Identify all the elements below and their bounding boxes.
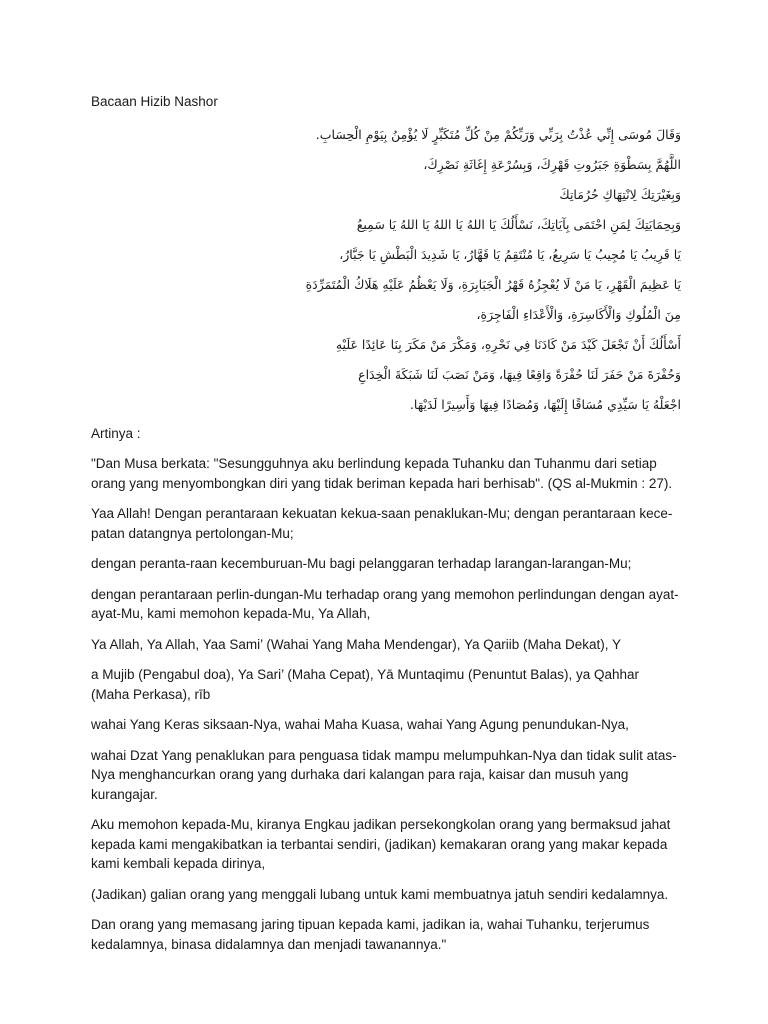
document-page [91,92,681,965]
translation-paragraph: (Jadikan) galian orang yang menggali lubang untuk kami membuatnya jatuh sendiri kedalamnya. [91,886,669,902]
translation-paragraph: Yaa Allah! Dengan perantaraan kekuatan kekua-saan penaklukan-Mu; dengan perantaraan kece-patan datangnya pertolongan-Mu; [91,506,673,541]
translation-paragraph: "Dan Musa berkata: "Sesungguhnya aku berlindung kepada Tuhanku dan Tuhanmu dari setiap orang yang menyombongkan diri yang tidak beriman kepada hari berhisab". (QS al-Mukmin : 27). [91,456,673,491]
arabic-line: وَحُفْرَةَ مَنْ حَفَرَ لَنَا حُفْرَةً وَاقِعًا فِيهَا، وَمَنْ نَصَبَ لَنَا شَبَكَةَ الْخِدَاعِ [358,367,681,382]
translation-paragraph: Dan orang yang memasang jaring tipuan kepada kami, jadikan ia, wahai Tuhanku, terjerumus kedalamnya, binasa didalamnya dan menjadi tawanannya." [91,917,650,952]
arabic-line: يَا عَظِيمَ الْقَهْرِ، يَا مَنْ لَا يُعْجِزُهُ قَهْرُ الْجَبَابِرَةِ، وَلَا يَعْظُمُ عَلَيْهِ هَلَاكُ الْمُتَمَرِّدَةِ [305,277,681,292]
arabic-line: أَسْأَلُكَ أَنْ تَجْعَلَ كَيْدَ مَنْ كَادَنَا فِي نَحْرِهِ، وَمَكْرَ مَنْ مَكَرَ بِنَا عَائِدًا عَلَيْهِ [335,337,681,352]
translation-paragraph: wahai Yang Keras siksaan-Nya, wahai Maha Kuasa, wahai Yang Agung penundukan-Nya, [91,717,629,732]
arabic-prayer-text [91,120,681,420]
arabic-line: اللَّهُمَّ بِسَطْوَةِ جَبَرُوتِ قَهْرِكَ، وَبِسُرْعَةِ إِغَاثَةِ نَصْرِكَ، [423,157,681,172]
arabic-line: وَقَالَ مُوسَى إِنِّي عُذْتُ بِرَبِّي وَرَبِّكُمْ مِنْ كُلِّ مُتَكَبِّرٍ لَا يُؤْمِنُ بِيَوْمِ الْحِسَابِ. [315,127,681,142]
arabic-line: وَبِغَيْرَتِكَ لِانْتِهَاكِ حُرُمَاتِكَ [559,187,681,202]
translation-paragraph: wahai Dzat Yang penaklukan para penguasa tidak mampu melumpuhkan-Nya dan tidak sulit atas-Nya menghancurkan orang yang durhaka dari kalangan para raja, kaisar dan musuh yang kurangajar. [91,747,677,802]
translation-paragraph: Aku memohon kepada-Mu, kiranya Engkau jadikan persekongkolan orang yang bermaksud jahat kepada kami mengakibatkan ia terbantai sendiri, (jadikan) kemakaran orang yang makar kepada kami kembali kepada dirinya, [91,817,671,871]
translation-paragraph: a Mujib (Pengabul doa), Ya Sari’ (Maha Cepat), Yā Muntaqimu (Penuntut Balas), ya Qahhar (Maha Perkasa), rīb [91,667,640,702]
translation-paragraph: Ya Allah, Ya Allah, Yaa Sami’ (Wahai Yang Maha Mendengar), Ya Qariib (Maha Dekat), Y [91,636,622,652]
arabic-line: مِنَ الْمُلُوكِ وَالْأَكَاسِرَةِ، وَالْأَعْدَاءِ الْفَاجِرَةِ، [476,307,681,322]
arabic-line: اجْعَلْهُ يَا سَيِّدِي مُسَاقًا إِلَيْهَا، وَمُصَادًا فِيهَا وَأَسِيرًا لَدَيْهَا. [409,397,681,412]
arabic-line: يَا قَرِيبُ يَا مُجِيبُ يَا سَرِيعُ، يَا مُنْتَقِمُ يَا قَهَّارُ، يَا شَدِيدَ الْبَطْشِ يَا جَبَّارُ، [339,247,681,262]
arabic-line: وَبِحِمَايَتِكَ لِمَنِ احْتَمَى بِآيَاتِكَ، نَسْأَلُكَ يَا اللهُ يَا اللهُ يَا اللهُ يَا سَمِيعُ [356,217,681,232]
translation-text [91,454,681,954]
document-title: Bacaan Hizib Nashor [91,94,218,109]
translation-paragraph: dengan peranta-raan kecemburuan-Mu bagi pelanggaran terhadap larangan-larangan-Mu; [91,556,632,571]
translation-heading: Artinya : [91,426,141,441]
translation-paragraph: dengan perantaraan perlin-dungan-Mu terhadap orang yang memohon perlindungan dengan ayat-ayat-Mu, kami memohon kepada-Mu, Ya Allah, [91,586,679,621]
